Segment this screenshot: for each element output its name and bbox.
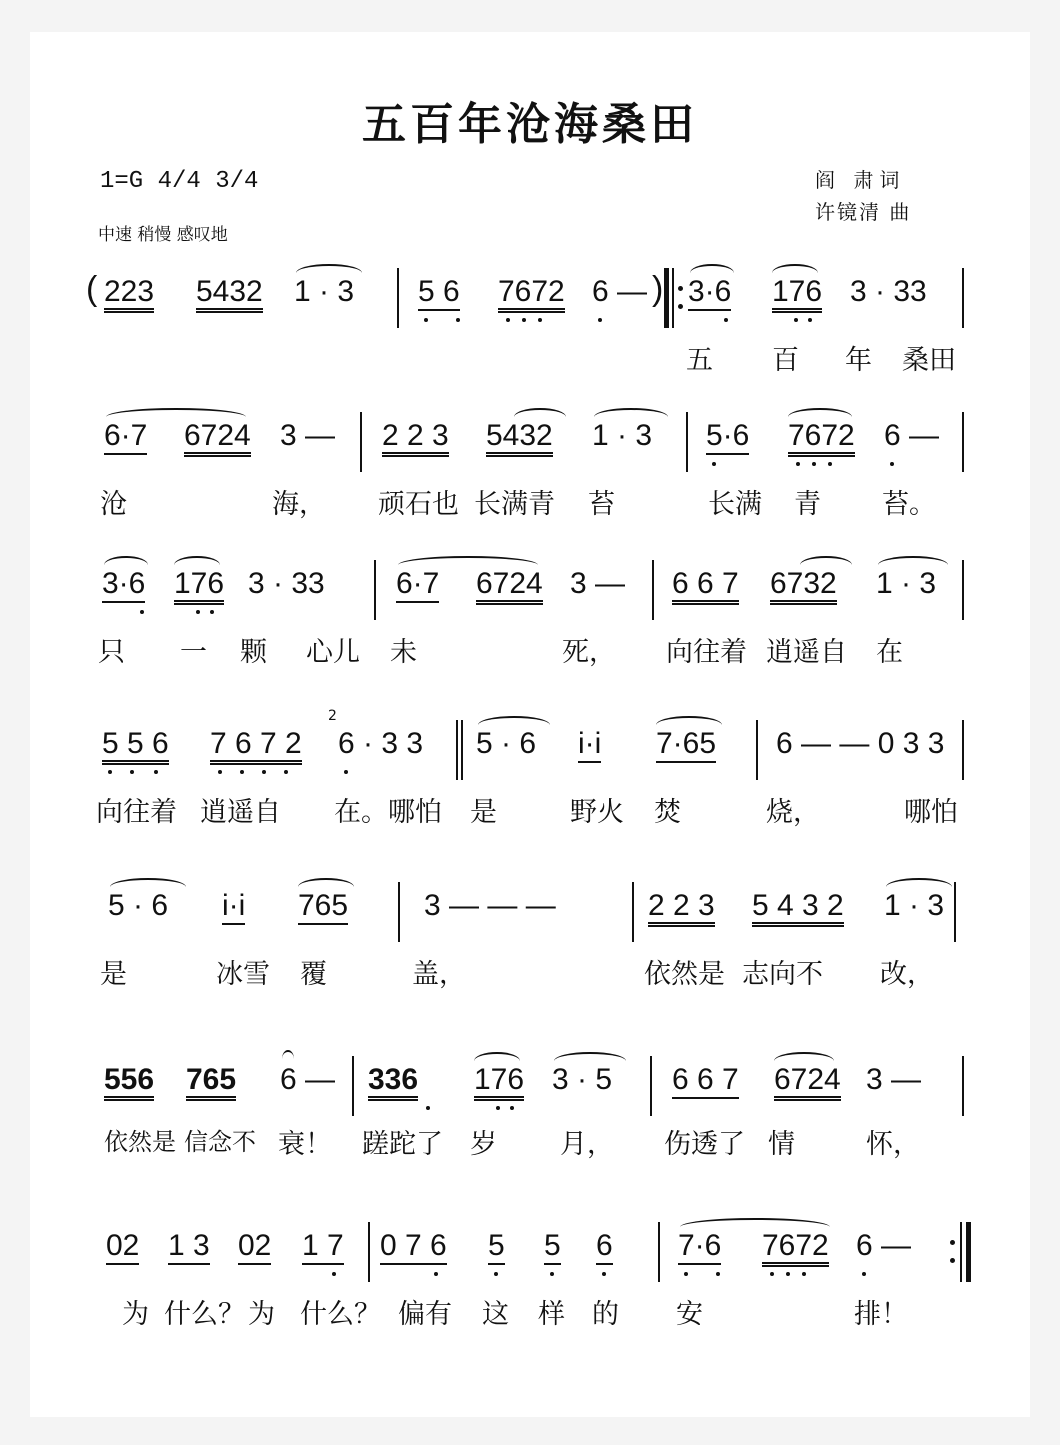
barline <box>954 882 956 942</box>
note-group: 6724 <box>476 564 543 618</box>
note-group: 6724 <box>184 416 251 470</box>
note-group: 765 <box>186 1060 236 1114</box>
note-group: 6·7 <box>104 416 147 470</box>
note-group: 223 <box>104 272 154 326</box>
lyric-line: 向往着 逍遥自 在。哪怕 是 野火 焚 烧， 哪怕 <box>96 797 958 828</box>
system-2 <box>0 412 1060 522</box>
note-group: 5 · 6 <box>476 724 536 778</box>
note-group: 1 · 3 <box>876 564 936 618</box>
system-1 <box>0 268 1060 378</box>
note-group: i·i <box>578 724 601 778</box>
lyric-line: 为 什么？ 为 什么？ 偏有 这 样 的 安 排！ <box>122 1299 908 1330</box>
barline <box>686 412 688 472</box>
note-group: 6 — <box>856 1226 911 1280</box>
note-group: 3·6 <box>102 564 145 618</box>
note-group: 3 — <box>570 567 626 600</box>
note-group: 1 · 3 <box>294 272 354 326</box>
note-group: 3 — <box>866 1063 922 1096</box>
note-group: 02 <box>106 1226 139 1280</box>
barline <box>652 560 654 620</box>
note-group: 02 <box>238 1226 271 1280</box>
open-paren: ( <box>86 270 98 308</box>
barline <box>368 1222 370 1282</box>
note-group: 7 6 7 2 <box>210 724 302 778</box>
note-group: 6 <box>596 1226 613 1280</box>
barline <box>962 268 964 328</box>
note-group: 176 <box>174 564 224 618</box>
barline <box>962 1056 964 1116</box>
note-group: 5 6 <box>418 272 460 326</box>
note-group: 1 · 3 <box>884 886 944 940</box>
barline <box>632 882 634 942</box>
note-group: 6 — — 0 3 3 <box>776 727 945 760</box>
note-group: 7672 <box>762 1226 829 1280</box>
lyric-line: 沧 海， 顽石也 长满青 苔 长满 青 苔。 <box>100 489 936 520</box>
note-group: 556 <box>104 1060 154 1114</box>
note-group: 7672 <box>498 272 565 326</box>
note-group: 6 — <box>280 1060 335 1114</box>
note-group: 1 7 <box>302 1226 344 1280</box>
barline <box>756 720 758 780</box>
composer-credit: 许镜清 曲 <box>815 200 912 224</box>
note-group: 5·6 <box>706 416 749 470</box>
note-group: 6 — <box>592 272 647 326</box>
system-4 <box>0 708 1060 830</box>
tempo-marking: 中速 稍慢 感叹地 <box>98 225 228 245</box>
note-group: 3 — <box>280 419 336 452</box>
note-group: 6732 <box>770 564 837 618</box>
note-group: 0 7 6 <box>380 1226 447 1280</box>
lyric-line: 五 百 年 桑田 <box>686 345 956 376</box>
barline <box>360 412 362 472</box>
note-group: 6·7 <box>396 564 439 618</box>
lyric-line: 是 冰雪 覆 盖， 依然是 志向不 改， <box>100 959 934 990</box>
note-group: 6 · 3 3 <box>338 724 423 778</box>
barline <box>352 1056 354 1116</box>
barline <box>650 1056 652 1116</box>
key-meter: 1=G 4/4 3/4 <box>100 168 259 195</box>
lyricist-credit: 阎 肃词 <box>815 168 906 192</box>
song-title: 五百年沧海桑田 <box>362 99 698 150</box>
note-group: 6724 <box>774 1060 841 1114</box>
system-6 <box>0 1056 1060 1166</box>
barline <box>962 720 964 780</box>
close-paren: ) <box>652 270 664 308</box>
note-group: 5 5 6 <box>102 724 169 778</box>
note-group: 176 <box>772 272 822 326</box>
note-group: 7·6 <box>678 1226 721 1280</box>
note-group: 1 · 3 <box>592 416 652 470</box>
lyric-line: 依然是 信念不 衰！ 蹉跎了 岁 月， 伤透了 情 怀， <box>104 1128 920 1160</box>
note-group: 7·65 <box>656 724 716 778</box>
barline <box>658 1222 660 1282</box>
note-group: 5 <box>488 1226 505 1280</box>
note-group: 6 — <box>884 416 939 470</box>
note-group: 765 <box>298 886 348 940</box>
note-group: 5 · 6 <box>108 886 168 940</box>
note-group: 5432 <box>486 416 553 470</box>
grace-note: 2 <box>328 708 337 724</box>
note-group: 336 <box>368 1060 418 1114</box>
note-group: 3 — — — <box>424 889 556 922</box>
note-group: 3 · 33 <box>850 275 927 308</box>
system-5 <box>0 882 1060 992</box>
note-group: 5432 <box>196 272 263 326</box>
note-group: 3·6 <box>688 272 731 326</box>
lyric-line: 只 一 颗 心儿 未 死， 向往着 逍遥自 在 <box>98 637 903 668</box>
barline <box>398 882 400 942</box>
note-group: 2 2 3 <box>648 886 715 940</box>
barline <box>374 560 376 620</box>
system-7 <box>0 1222 1060 1332</box>
note-group: 176 <box>474 1060 524 1114</box>
barline <box>962 560 964 620</box>
system-3 <box>0 560 1060 670</box>
note-group: 6 6 7 <box>672 1060 739 1114</box>
note-group: i·i <box>222 886 245 940</box>
note-group: 5 4 3 2 <box>752 886 844 940</box>
note-group: 3 · 5 <box>552 1060 612 1114</box>
note-group: 2 2 3 <box>382 416 449 470</box>
note-group: 1 3 <box>168 1226 210 1280</box>
note-group: 6 6 7 <box>672 564 739 618</box>
barline <box>962 412 964 472</box>
barline <box>397 268 399 328</box>
note-group: 3 · 33 <box>248 567 325 600</box>
note-group: 7672 <box>788 416 855 470</box>
note-group: 5 <box>544 1226 561 1280</box>
